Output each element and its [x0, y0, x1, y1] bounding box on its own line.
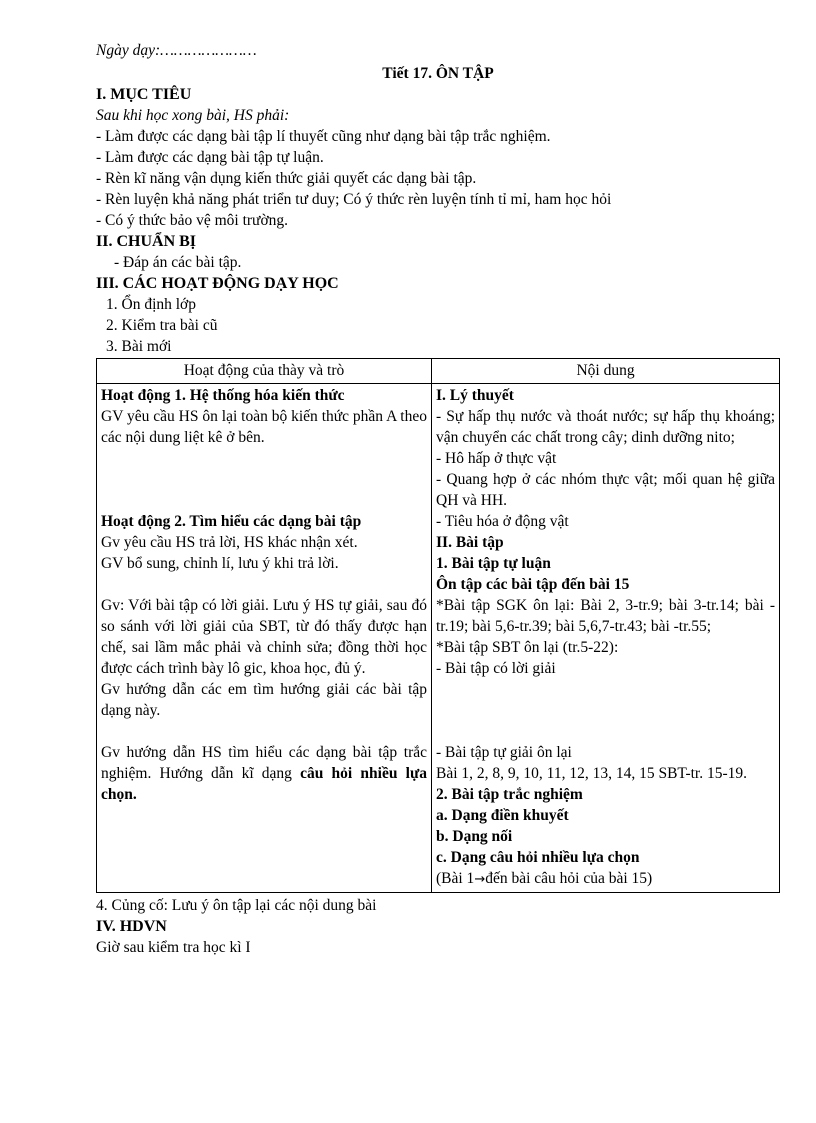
activity-step: 2. Kiểm tra bài cũ — [106, 317, 218, 334]
content-cell — [432, 384, 780, 893]
exercise-heading: II. Bài tập — [436, 534, 504, 551]
column-header-activities: Hoạt động của thày và trò — [97, 359, 432, 384]
activity-1-title: Hoạt động 1. Hệ thống hóa kiến thức — [101, 387, 345, 404]
preparation-item: - Đáp án các bài tập. — [114, 254, 242, 271]
exercise-1-sbt: *Bài tập SBT ôn lại (tr.5-22): — [436, 639, 619, 656]
column-header-content: Nội dung — [432, 359, 780, 384]
right-arrow-icon: → — [474, 872, 486, 887]
exercise-2-type-a: a. Dạng điền khuyết — [436, 807, 569, 824]
lesson-plan-page — [96, 40, 780, 958]
table-header-row — [97, 359, 780, 384]
activity-step: 1. Ổn định lớp — [106, 296, 197, 313]
consolidation-line: 4. Củng cố: Lưu ý ôn tập lại các nội dung bài — [96, 897, 377, 914]
activities-table — [96, 358, 780, 893]
objective-item: - Làm được các dạng bài tập lí thuyết cũng như dạng bài tập trắc nghiệm. — [96, 128, 551, 145]
exercise-2-type-c: c. Dạng câu hỏi nhiều lựa chọn — [436, 849, 640, 866]
activity-1-text: GV yêu cầu HS ôn lại toàn bộ kiến thức phần A theo các nội dung liệt kê ở bên. — [101, 408, 427, 446]
exercise-1-sgk: *Bài tập SGK ôn lại: Bài 2, 3-tr.9; bài 3-tr.14; bài -tr.19; bài 5,6-tr.39; bài 5,6,7-tr.43; bài -tr.55; — [436, 597, 775, 635]
objective-item: - Làm được các dạng bài tập tự luận. — [96, 149, 324, 166]
exercise-1-self: - Bài tập tự giải ôn lại — [436, 744, 572, 761]
objectives-intro: Sau khi học xong bài, HS phải: — [96, 107, 290, 124]
section-preparation-heading: II. CHUẨN BỊ — [96, 233, 197, 250]
exercise-1-self-list: Bài 1, 2, 8, 9, 10, 11, 12, 13, 14, 15 SBT-tr. 15-19. — [436, 765, 748, 782]
teacher-student-activities-cell — [97, 384, 432, 893]
activity-2-paragraph: Gv hướng dẫn HS tìm hiểu các dạng bài tập trắc nghiệm. Hướng dẫn kĩ dạng câu hỏi nhiều lựa chọn. — [101, 744, 427, 803]
exercise-2-note: (Bài 1→đến bài câu hỏi của bài 15) — [436, 870, 653, 887]
activity-step: 3. Bài mới — [106, 338, 172, 355]
activity-2-line: Gv yêu cầu HS trả lời, HS khác nhận xét. — [101, 534, 358, 551]
theory-item: - Sự hấp thụ nước và thoát nước; sự hấp thụ khoáng; vận chuyển các chất trong cây; dinh dưỡng nito; — [436, 408, 775, 446]
exercise-1-heading: 1. Bài tập tự luận — [436, 555, 551, 572]
hdvn-text: Giờ sau kiểm tra học kì I — [96, 939, 251, 956]
theory-item: - Quang hợp ở các nhóm thực vật; mối quan hệ giữa QH và HH. — [436, 471, 775, 509]
lesson-title: Tiết 17. ÔN TẬP — [382, 65, 494, 82]
activity-2-paragraph: Gv hướng dẫn các em tìm hướng giải các bài tập dạng này. — [101, 681, 427, 719]
activity-2-title: Hoạt động 2. Tìm hiểu các dạng bài tập — [101, 513, 362, 530]
teaching-date: Ngày dạy:………………… — [96, 42, 257, 59]
activity-2-line: GV bổ sung, chỉnh lí, lưu ý khi trả lời. — [101, 555, 339, 572]
activity-2-paragraph: Gv: Với bài tập có lời giải. Lưu ý HS tự giải, sau đó so sánh với lời giải của SBT, từ đó thấy được hạn chế, sai lầm mắc phải và chỉnh sửa; đồng thời học được cách trình bày lô gic, khoa học, đủ ý. — [101, 597, 427, 677]
exercise-1-solved: - Bài tập có lời giải — [436, 660, 556, 677]
exercise-2-type-b: b. Dạng nối — [436, 828, 513, 845]
objective-item: - Rèn luyện khả năng phát triển tư duy; Có ý thức rèn luyện tính tỉ mỉ, ham học hỏi — [96, 191, 612, 208]
exercise-2-heading: 2. Bài tập trắc nghiệm — [436, 786, 583, 803]
section-hdvn-heading: IV. HDVN — [96, 918, 167, 935]
table-row — [97, 384, 780, 893]
section-activities-heading: III. CÁC HOẠT ĐỘNG DẠY HỌC — [96, 275, 339, 292]
objective-item: - Rèn kĩ năng vận dụng kiến thức giải quyết các dạng bài tập. — [96, 170, 477, 187]
objective-item: - Có ý thức bảo vệ môi trường. — [96, 212, 289, 229]
theory-item: - Hô hấp ở thực vật — [436, 450, 557, 467]
theory-item: - Tiêu hóa ở động vật — [436, 513, 569, 530]
theory-heading: I. Lý thuyết — [436, 387, 514, 404]
section-objectives-heading: I. MỤC TIÊU — [96, 86, 192, 103]
exercise-1-review: Ôn tập các bài tập đến bài 15 — [436, 576, 630, 593]
